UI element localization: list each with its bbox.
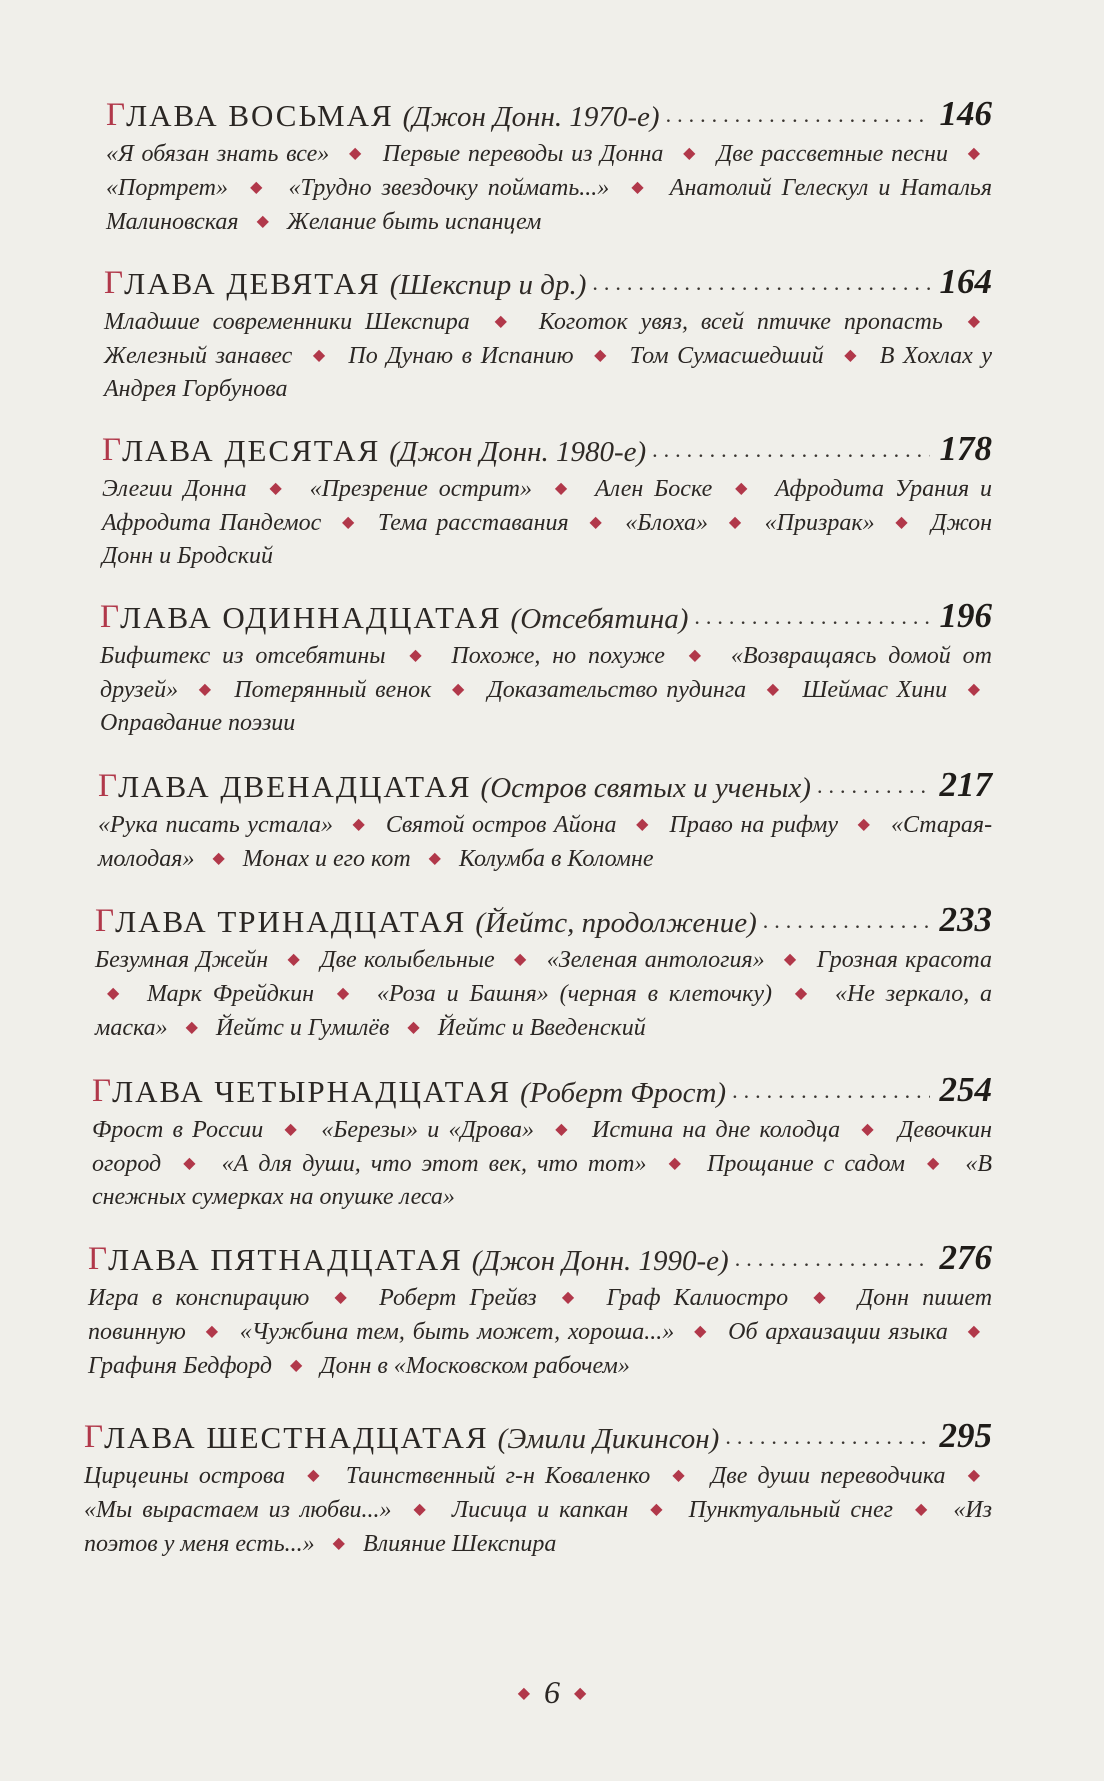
chapter-title: ЛАВА ДЕВЯТАЯ xyxy=(124,266,381,301)
ornament-right: ◆ xyxy=(574,1685,587,1702)
chapter-page-number: 276 xyxy=(939,1238,992,1277)
bullet-separator: ◆ xyxy=(735,480,753,497)
chapter-subtitle: (Джон Донн. 1970-е) xyxy=(402,101,660,133)
topic-item: Младшие современники Шекспира xyxy=(104,309,470,335)
chapter-initial: Г xyxy=(92,1073,113,1109)
bullet-separator: ◆ xyxy=(409,647,428,664)
bullet-separator: ◆ xyxy=(857,816,872,833)
toc-entry xyxy=(100,588,992,740)
bullet-separator: ◆ xyxy=(783,951,798,968)
topic-item: Железный занавес xyxy=(104,343,293,369)
bullet-separator: ◆ xyxy=(352,816,367,833)
bullet-separator: ◆ xyxy=(289,1357,303,1374)
topic-item: Джон Донн и Бродский xyxy=(102,510,993,569)
dot-leader xyxy=(666,104,930,126)
bullet-separator: ◆ xyxy=(107,985,125,1002)
bullet-separator: ◆ xyxy=(287,951,302,968)
topic-item: «Рука писать устала» xyxy=(98,812,333,838)
toc-entry xyxy=(104,254,992,406)
bullet-separator: ◆ xyxy=(636,816,650,833)
topic-item: Шеймас Хини xyxy=(802,677,948,703)
chapter-subtitle: (Джон Донн. 1980-е) xyxy=(389,436,647,468)
bullet-separator: ◆ xyxy=(861,1121,877,1138)
chapter-heading xyxy=(106,86,992,134)
bullet-separator: ◆ xyxy=(631,179,648,196)
bullet-separator: ◆ xyxy=(668,1155,685,1172)
chapter-initial: Г xyxy=(84,1419,105,1455)
chapter-title: ЛАВА ПЯТНАДЦАТАЯ xyxy=(108,1242,463,1277)
bullet-separator: ◆ xyxy=(494,313,514,330)
bullet-separator: ◆ xyxy=(413,1501,430,1518)
toc-entry xyxy=(88,1230,992,1383)
bullet-separator: ◆ xyxy=(312,347,328,364)
dot-leader xyxy=(725,1426,929,1448)
bullet-separator: ◆ xyxy=(844,347,860,364)
topic-item: «Трудно звездочку поймать...» xyxy=(288,175,610,201)
bullet-separator: ◆ xyxy=(926,1155,944,1172)
chapter-heading xyxy=(92,1062,992,1110)
topic-item: Две рассветные песни xyxy=(717,141,948,167)
dot-leader xyxy=(694,606,929,628)
topic-item: В Хохлах у Андрея Горбунова xyxy=(104,343,993,402)
bullet-separator: ◆ xyxy=(561,1289,582,1306)
chapter-page-number: 146 xyxy=(939,94,992,133)
topic-item: Игра в конспирацию xyxy=(88,1285,310,1311)
chapter-heading xyxy=(100,588,992,636)
bullet-separator: ◆ xyxy=(967,681,981,698)
topic-item: Похоже, но похуже xyxy=(451,643,665,669)
topic-item: Таинственный г-н Коваленко xyxy=(345,1463,651,1489)
topic-item: Колумба в Коломне xyxy=(458,846,654,872)
topic-item: «В снежных сумерках на опушке леса» xyxy=(92,1151,993,1210)
chapter-title: ЛАВА ДЕСЯТАЯ xyxy=(122,433,381,468)
topic-item: «Презрение острит» xyxy=(309,476,533,502)
chapter-title: ЛАВА ЧЕТЫРНАДЦАТАЯ xyxy=(112,1074,512,1109)
topic-item: «Мы вырастаем из любви...» xyxy=(84,1497,392,1523)
topic-item: «Старая-молодая» xyxy=(98,812,993,872)
chapter-subtitle: (Эмили Дикинсон) xyxy=(497,1423,720,1455)
bullet-separator: ◆ xyxy=(284,1121,301,1138)
chapter-heading xyxy=(84,1408,992,1456)
bullet-separator: ◆ xyxy=(407,1019,420,1036)
chapter-contents xyxy=(104,305,992,406)
topic-item: «А для души, что этот век, что тот» xyxy=(221,1151,647,1177)
chapter-initial: Г xyxy=(104,265,125,301)
toc-entry xyxy=(84,1408,992,1561)
bullet-separator: ◆ xyxy=(332,1535,345,1552)
chapter-contents xyxy=(84,1459,992,1561)
bullet-separator: ◆ xyxy=(256,213,269,230)
bullet-separator: ◆ xyxy=(336,985,355,1002)
dot-leader xyxy=(735,1248,930,1270)
topic-item: «Зеленая антология» xyxy=(546,947,765,973)
chapter-title: ЛАВА ОДИННАДЦАТАЯ xyxy=(120,600,502,635)
chapter-heading xyxy=(102,421,992,469)
topic-item: Марк Фрейдкин xyxy=(147,981,314,1007)
dot-leader xyxy=(817,775,930,797)
chapter-title: ЛАВА ТРИНАДЦАТАЯ xyxy=(115,904,467,939)
chapter-subtitle: (Роберт Фрост) xyxy=(520,1077,727,1109)
topic-item: Монах и его кот xyxy=(242,846,411,872)
topic-item: Фрост в России xyxy=(92,1117,264,1143)
topic-item: Две колыбельные xyxy=(320,947,495,973)
page-footer xyxy=(0,1674,1104,1711)
bullet-separator: ◆ xyxy=(185,1019,198,1036)
topic-item: Йейтс и Введенский xyxy=(437,1015,646,1041)
topic-item: Графиня Бедфорд xyxy=(88,1353,272,1379)
topic-item: «Березы» и «Дрова» xyxy=(321,1117,534,1143)
topic-item: Истина на дне колодца xyxy=(591,1117,841,1143)
chapter-contents xyxy=(102,472,992,573)
chapter-heading xyxy=(88,1230,992,1278)
toc-entry xyxy=(98,757,992,876)
topic-item: «Портрет» xyxy=(106,175,229,201)
bullet-separator: ◆ xyxy=(967,1467,981,1484)
chapter-subtitle: (Йейтс, продолжение) xyxy=(475,907,757,939)
chapter-contents xyxy=(98,808,992,876)
topic-item: По Дунаю в Испанию xyxy=(348,343,574,369)
dot-leader xyxy=(652,439,929,461)
chapter-page-number: 217 xyxy=(939,765,992,804)
chapter-initial: Г xyxy=(95,903,116,939)
bullet-separator: ◆ xyxy=(672,1467,689,1484)
topic-item: Прощание с садом xyxy=(706,1151,905,1177)
topic-item: Две души переводчика xyxy=(711,1463,946,1489)
bullet-separator: ◆ xyxy=(967,1323,981,1340)
bullet-separator: ◆ xyxy=(250,179,267,196)
chapter-page-number: 196 xyxy=(939,596,992,635)
chapter-heading xyxy=(95,892,992,940)
topic-item: Цирцеины острова xyxy=(84,1463,286,1489)
topic-item: «Из поэтов у меня есть...» xyxy=(84,1497,993,1557)
bullet-separator: ◆ xyxy=(451,681,467,698)
bullet-separator: ◆ xyxy=(813,1289,833,1306)
bullet-separator: ◆ xyxy=(183,1155,200,1172)
topic-item: Ален Боске xyxy=(594,476,713,502)
topic-item: Том Сумасшедший xyxy=(629,343,824,369)
bullet-separator: ◆ xyxy=(428,850,441,867)
topic-item: Оправдание поэзии xyxy=(100,710,296,736)
topic-item: Грозная красота xyxy=(816,947,993,973)
topic-item: «Возвращаясь домой от друзей» xyxy=(100,643,993,703)
topic-item: Донн пишет повинную xyxy=(88,1285,993,1345)
bullet-separator: ◆ xyxy=(589,514,605,531)
bullet-separator: ◆ xyxy=(205,1323,220,1340)
topic-item: Донн в «Московском рабочем» xyxy=(320,1353,630,1379)
chapter-contents xyxy=(88,1281,992,1383)
topic-item: Роберт Грейвз xyxy=(379,1285,537,1311)
chapter-page-number: 178 xyxy=(939,429,992,468)
chapter-subtitle: (Отсебятина) xyxy=(510,603,689,635)
chapter-initial: Г xyxy=(106,97,127,133)
dot-leader xyxy=(763,910,930,932)
toc-entry xyxy=(106,86,992,239)
topic-item: Об архаизации языка xyxy=(728,1319,948,1345)
bullet-separator: ◆ xyxy=(728,514,744,531)
bullet-separator: ◆ xyxy=(650,1501,667,1518)
topic-item: «Призрак» xyxy=(764,510,875,536)
chapter-page-number: 254 xyxy=(939,1070,992,1109)
chapter-subtitle: (Остров святых и ученых) xyxy=(480,772,811,804)
chapter-contents xyxy=(95,943,992,1045)
chapter-subtitle: (Шекспир и др.) xyxy=(389,269,587,301)
topic-item: Афродита Урания и Афродита Пандемос xyxy=(102,476,993,536)
topic-item: Доказательство пудинга xyxy=(487,677,747,703)
bullet-separator: ◆ xyxy=(766,681,782,698)
bullet-separator: ◆ xyxy=(967,145,981,162)
chapter-initial: Г xyxy=(88,1241,109,1277)
bullet-separator: ◆ xyxy=(334,1289,354,1306)
ornament-left: ◆ xyxy=(517,1685,530,1702)
topic-item: «Чужбина тем, быть может, хороша...» xyxy=(239,1319,675,1345)
chapter-subtitle: (Джон Донн. 1990-е) xyxy=(471,1245,729,1277)
topic-item: Влияние Шекспира xyxy=(362,1531,557,1557)
page-number: 6 xyxy=(544,1674,560,1710)
bullet-separator: ◆ xyxy=(513,951,528,968)
chapter-contents xyxy=(92,1113,992,1214)
bullet-separator: ◆ xyxy=(342,514,358,531)
topic-item: Безумная Джейн xyxy=(95,947,269,973)
chapter-page-number: 295 xyxy=(939,1416,992,1455)
topic-item: «Блоха» xyxy=(625,510,709,536)
topic-item: Элегии Донна xyxy=(102,476,247,502)
dot-leader xyxy=(732,1080,929,1102)
toc-entry xyxy=(95,892,992,1045)
chapter-page-number: 164 xyxy=(939,262,992,301)
bullet-separator: ◆ xyxy=(794,985,813,1002)
chapter-page-number: 233 xyxy=(939,900,992,939)
bullet-separator: ◆ xyxy=(555,1121,571,1138)
bullet-separator: ◆ xyxy=(683,145,698,162)
topic-item: «Не зеркало, а маска» xyxy=(95,981,993,1041)
dot-leader xyxy=(592,272,929,294)
topic-item: Пунктуальный снег xyxy=(688,1497,893,1523)
toc-entry xyxy=(102,421,992,573)
bullet-separator: ◆ xyxy=(914,1501,932,1518)
bullet-separator: ◆ xyxy=(198,681,214,698)
topic-item: «Роза и Башня» (черная в клеточку) xyxy=(376,981,773,1007)
chapter-title: ЛАВА ШЕСТНАДЦАТАЯ xyxy=(104,1420,489,1455)
topic-item: «Я обязан знать все» xyxy=(106,141,330,167)
bullet-separator: ◆ xyxy=(688,647,707,664)
topic-item: Девочкин огород xyxy=(92,1117,993,1177)
topic-item: Анатолий Гелескул и Наталья Малиновская xyxy=(106,175,992,235)
bullet-separator: ◆ xyxy=(349,145,364,162)
chapter-heading xyxy=(98,757,992,805)
chapter-initial: Г xyxy=(102,432,123,468)
topic-item: Йейтс и Гумилёв xyxy=(215,1015,390,1041)
bullet-separator: ◆ xyxy=(895,514,911,531)
topic-item: Право на рифму xyxy=(669,812,839,838)
chapter-heading xyxy=(104,254,992,302)
chapter-title: ЛАВА ДВЕНАДЦАТАЯ xyxy=(118,769,472,804)
toc-entry xyxy=(92,1062,992,1214)
topic-item: Тема расставания xyxy=(377,510,569,536)
chapter-initial: Г xyxy=(100,599,121,635)
chapter-contents xyxy=(100,639,992,740)
topic-item: Потерянный венок xyxy=(234,677,432,703)
topic-item: Граф Калиостро xyxy=(606,1285,789,1311)
bullet-separator: ◆ xyxy=(554,480,573,497)
topic-item: Желание быть испанцем xyxy=(286,209,542,235)
chapter-title: ЛАВА ВОСЬМАЯ xyxy=(126,98,394,133)
topic-item: Первые переводы из Донна xyxy=(382,141,664,167)
bullet-separator: ◆ xyxy=(594,347,610,364)
topic-item: Бифштекс из отсебятины xyxy=(100,643,386,669)
bullet-separator: ◆ xyxy=(694,1323,709,1340)
chapter-initial: Г xyxy=(98,768,119,804)
topic-item: Святой остров Айона xyxy=(385,812,617,838)
topic-item: Лисица и капкан xyxy=(451,1497,629,1523)
topic-item: Коготок увяз, всей птичке пропасть xyxy=(538,309,943,335)
chapter-contents xyxy=(106,137,992,239)
bullet-separator: ◆ xyxy=(307,1467,324,1484)
bullet-separator: ◆ xyxy=(967,313,981,330)
bullet-separator: ◆ xyxy=(269,480,287,497)
bullet-separator: ◆ xyxy=(212,850,225,867)
